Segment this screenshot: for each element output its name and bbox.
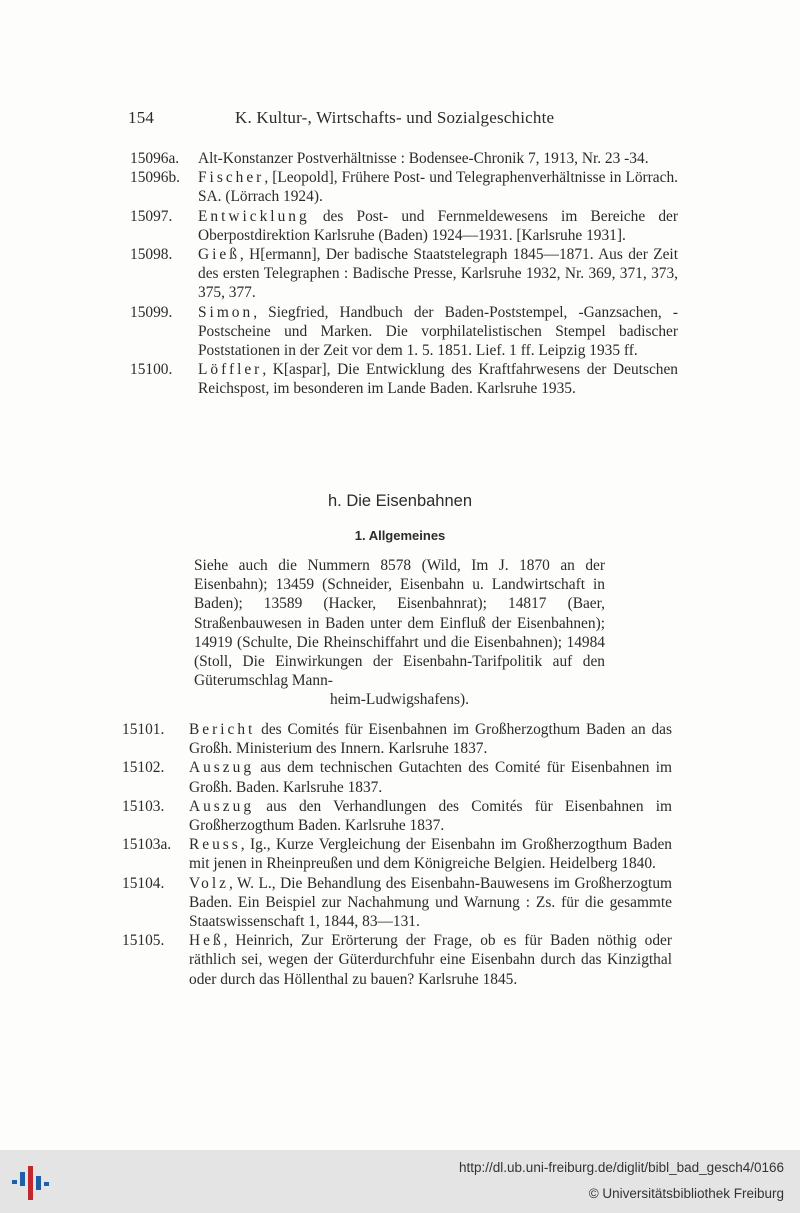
bibliography-entry [130, 149, 678, 168]
bibliography-entry [122, 835, 672, 873]
entry-author: Löffler [198, 361, 263, 379]
entry-number: 15103a. [122, 836, 172, 854]
see-also-last-line: heim-Ludwigshafens). [330, 691, 469, 709]
entry-author: Heß [189, 932, 224, 950]
ub-freiburg-logo-icon[interactable] [10, 1162, 52, 1202]
page-number: 154 [128, 108, 155, 127]
entry-text: , [Leopold], Frühere Post- und Telegraphenverhältnisse in Lörrach. SA. (Lörrach 1924). [198, 169, 678, 206]
entry-number: 15098. [130, 246, 173, 264]
entry-author: Reuss [189, 836, 241, 854]
bibliography-entry [122, 797, 672, 835]
entry-number: 15096b. [130, 169, 181, 187]
bibliography-entry [130, 168, 678, 206]
entry-number: 15100. [130, 361, 173, 379]
entry-number: 15103. [122, 797, 165, 815]
footer-bar [0, 1150, 800, 1213]
bibliography-entry [130, 245, 678, 303]
running-head-title: K. Kultur-, Wirtschafts- und Sozialgeschichte [235, 108, 555, 127]
entry-number: 15099. [130, 303, 173, 321]
entry-text: des Comités für Eisenbahnen im Großherzogthum Baden an das Großh. Ministerium des Innern. Karlsruhe 1837. [189, 721, 672, 758]
entry-number: 15096a. [130, 150, 180, 167]
bibliography-entry [130, 303, 678, 361]
see-also-text: Siehe auch die Nummern 8578 (Wild, Im J. 1870 an der Eisenbahn); 13459 (Schneider, Eisenbahn u. Landwirtschaft in Baden); 13589 (Hacker, Eisenbahnrat); 14817 (Baer, Straßenbauwesen in Baden unter dem Einfluß der Eisenbahnen); 14919 (Schulte, Die Rheinschiffahrt und die Eisenbahnen); 14984 (Stoll, Die Einwirkungen der Eisenbahn-Tarifpolitik auf den Güterumschlag Mann- [194, 557, 605, 690]
bibliography-entry [122, 874, 672, 932]
entry-author: Bericht [189, 721, 256, 738]
entry-text: aus den Verhandlungen des Comités für Eisenbahnen im Großherzogthum Baden. Karlsruhe 1837. [189, 797, 672, 835]
entry-number: 15097. [130, 207, 173, 225]
entry-text: , Siegfried, Handbuch der Baden-Poststempel, -Ganzsachen, -Postscheine und Marken. Die vorphilatelistischen Stempel badischer Poststationen in der Zeit vor dem 1. 5. 1851. Lief. 1 ff. Leipzig 1935 ff. [198, 303, 678, 360]
entry-text: , Ig., Kurze Vergleichung der Eisenbahn im Großherzogthum Baden mit jenen in Rheinpreußen und dem Königreiche Belgien. Heidelberg 1840. [189, 836, 672, 873]
entry-number: 15104. [122, 874, 165, 892]
bibliography-entry [122, 758, 672, 796]
subsection-title: 1. Allgemeines [354, 528, 446, 543]
entry-author: Fischer [198, 169, 265, 187]
section-title: h. Die Eisenbahnen [327, 492, 473, 510]
bibliography-entry [130, 360, 678, 398]
entry-text: Alt-Konstanzer Postverhältnisse : Bodensee-Chronik 7, 1913, Nr. 23 -34. [198, 150, 649, 167]
entry-number: 15102. [122, 759, 165, 777]
entry-author: Gieß [198, 246, 240, 264]
bibliography-entry [122, 720, 672, 758]
entry-author: Auszug [189, 797, 255, 815]
entry-text: des Post- und Fernmeldewesens im Bereiche der Oberpostdirektion Karlsruhe (Baden) 1924—1931. [Karlsruhe 1931]. [198, 207, 678, 244]
entry-author: Simon [198, 303, 254, 321]
copyright-text: © Universitätsbibliothek Freiburg [588, 1186, 784, 1201]
entry-text: , K[aspar], Die Entwicklung des Kraftfahrwesens der Deutschen Reichspost, im besonderen im Lande Baden. Karlsruhe 1935. [198, 361, 678, 398]
entry-text: , H[ermann], Der badische Staatstelegraph 1845—1871. Aus der Zeit des ersten Telegraphen : Badische Presse, Karlsruhe 1932, Nr. 369, 371, 373, 375, 377. [198, 246, 678, 302]
entry-author: Entwicklung [198, 207, 310, 225]
entry-number: 15101. [122, 721, 165, 738]
bibliography-entry [130, 207, 678, 245]
bibliography-entry [122, 931, 672, 989]
entry-author: Auszug [189, 759, 255, 777]
entry-text: , W. L., Die Behandlung des Eisenbahn-Bauwesens im Großherzogtum Baden. Ein Beispiel zur Nachahmung und Warnung : Zs. für die gesammte Staatswissenschaft 1, 1844, 83—131. [189, 874, 672, 931]
entry-number: 15105. [122, 932, 165, 950]
entry-author: Volz [189, 874, 229, 892]
see-also-paragraph [194, 556, 605, 710]
entry-text: aus dem technischen Gutachten des Comité für Eisenbahnen im Großh. Baden. Karlsruhe 1837. [189, 759, 672, 796]
source-url-link[interactable]: http://dl.ub.uni-freiburg.de/diglit/bibl_bad_gesch4/0166 [459, 1160, 784, 1175]
bibliography-list-top [130, 149, 678, 399]
entry-text: , Heinrich, Zur Erörterung der Frage, ob es für Baden nöthig oder räthlich sei, wegen der Güterdurchfuhr eine Eisenbahn durch das Kinzigthal oder durch das Höllenthal zu bauen? Karlsruhe 1845. [189, 932, 672, 988]
bibliography-list-bottom [122, 720, 672, 989]
